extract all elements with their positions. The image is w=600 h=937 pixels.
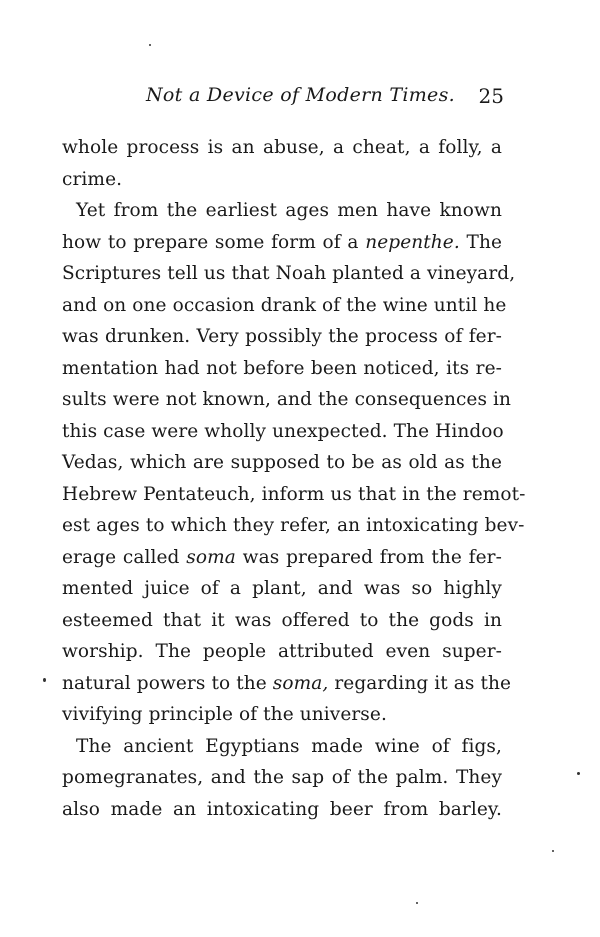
text-run: vivifying principle of the universe.: [62, 704, 387, 725]
body-text: [62, 132, 526, 825]
text-run: erage called: [62, 546, 187, 568]
text-line: [62, 699, 502, 731]
text-run: Vedas, which are supposed to be as old as the: [62, 452, 502, 473]
text-run: mented juice of a plant, and was so highly: [62, 578, 502, 599]
text-run: Scriptures tell us that Noah planted a vineyard,: [62, 263, 516, 284]
text-line: [62, 762, 502, 794]
print-speck: [149, 44, 151, 46]
italic-term: soma: [186, 546, 236, 568]
text-line: [62, 605, 502, 637]
text-line: [62, 731, 502, 763]
print-speck: [577, 772, 580, 775]
text-run: sults were not known, and the consequences in: [62, 389, 512, 410]
italic-term: soma,: [272, 672, 329, 694]
text-line: [62, 510, 525, 542]
text-run: The: [459, 231, 503, 253]
text-line: [62, 227, 502, 259]
text-line: [62, 290, 507, 322]
text-run: crime.: [62, 168, 123, 190]
text-line: [62, 195, 502, 227]
text-line: [62, 447, 502, 479]
text-run: esteemed that it was offered to the gods in: [62, 609, 502, 631]
text-run: est ages to which they refer, an intoxicating bev-: [62, 515, 525, 536]
text-line: [62, 321, 502, 353]
text-line: [62, 636, 502, 668]
text-line: [62, 479, 526, 511]
text-run: was drunken. Very possibly the process of fer-: [62, 326, 502, 347]
text-run: mentation had not before been noticed, its re-: [62, 357, 502, 379]
text-run: was prepared from the fer-: [235, 546, 502, 568]
text-run: worship. The people attributed even super-: [62, 641, 502, 662]
text-run: this case were wholly unexpected. The Hindoo: [62, 420, 504, 442]
text-line: [62, 258, 516, 290]
text-line: [62, 164, 502, 196]
italic-term: nepenthe.: [365, 231, 460, 253]
text-run: and on one occasion drank of the wine until he: [62, 294, 507, 316]
text-run: regarding it as the: [328, 672, 512, 694]
page-header: [0, 84, 600, 114]
text-run: natural powers to the: [62, 672, 273, 694]
running-title: Not a Device of Modern Times.: [146, 84, 455, 106]
text-line: [62, 384, 512, 416]
text-line: [62, 416, 502, 448]
text-line: [62, 668, 512, 700]
text-run: The ancient Egyptians made wine of figs,: [76, 735, 502, 757]
print-speck: [416, 902, 418, 904]
text-run: whole process is an abuse, a cheat, a folly, a: [62, 137, 502, 158]
text-run: how to prepare some form of a: [62, 231, 366, 253]
text-line: [62, 132, 502, 164]
print-speck: [43, 678, 46, 682]
text-line: [62, 542, 502, 574]
text-run: Yet from the earliest ages men have known: [76, 200, 502, 221]
text-line: [62, 573, 502, 605]
text-run: Hebrew Pentateuch, inform us that in the remot-: [62, 483, 526, 505]
print-speck: [552, 850, 554, 852]
text-line: [62, 353, 502, 385]
text-line: [62, 794, 502, 826]
page-number: 25: [478, 84, 504, 108]
text-run: also made an intoxicating beer from barley.: [62, 798, 502, 820]
text-run: pomegranates, and the sap of the palm. They: [62, 767, 502, 788]
